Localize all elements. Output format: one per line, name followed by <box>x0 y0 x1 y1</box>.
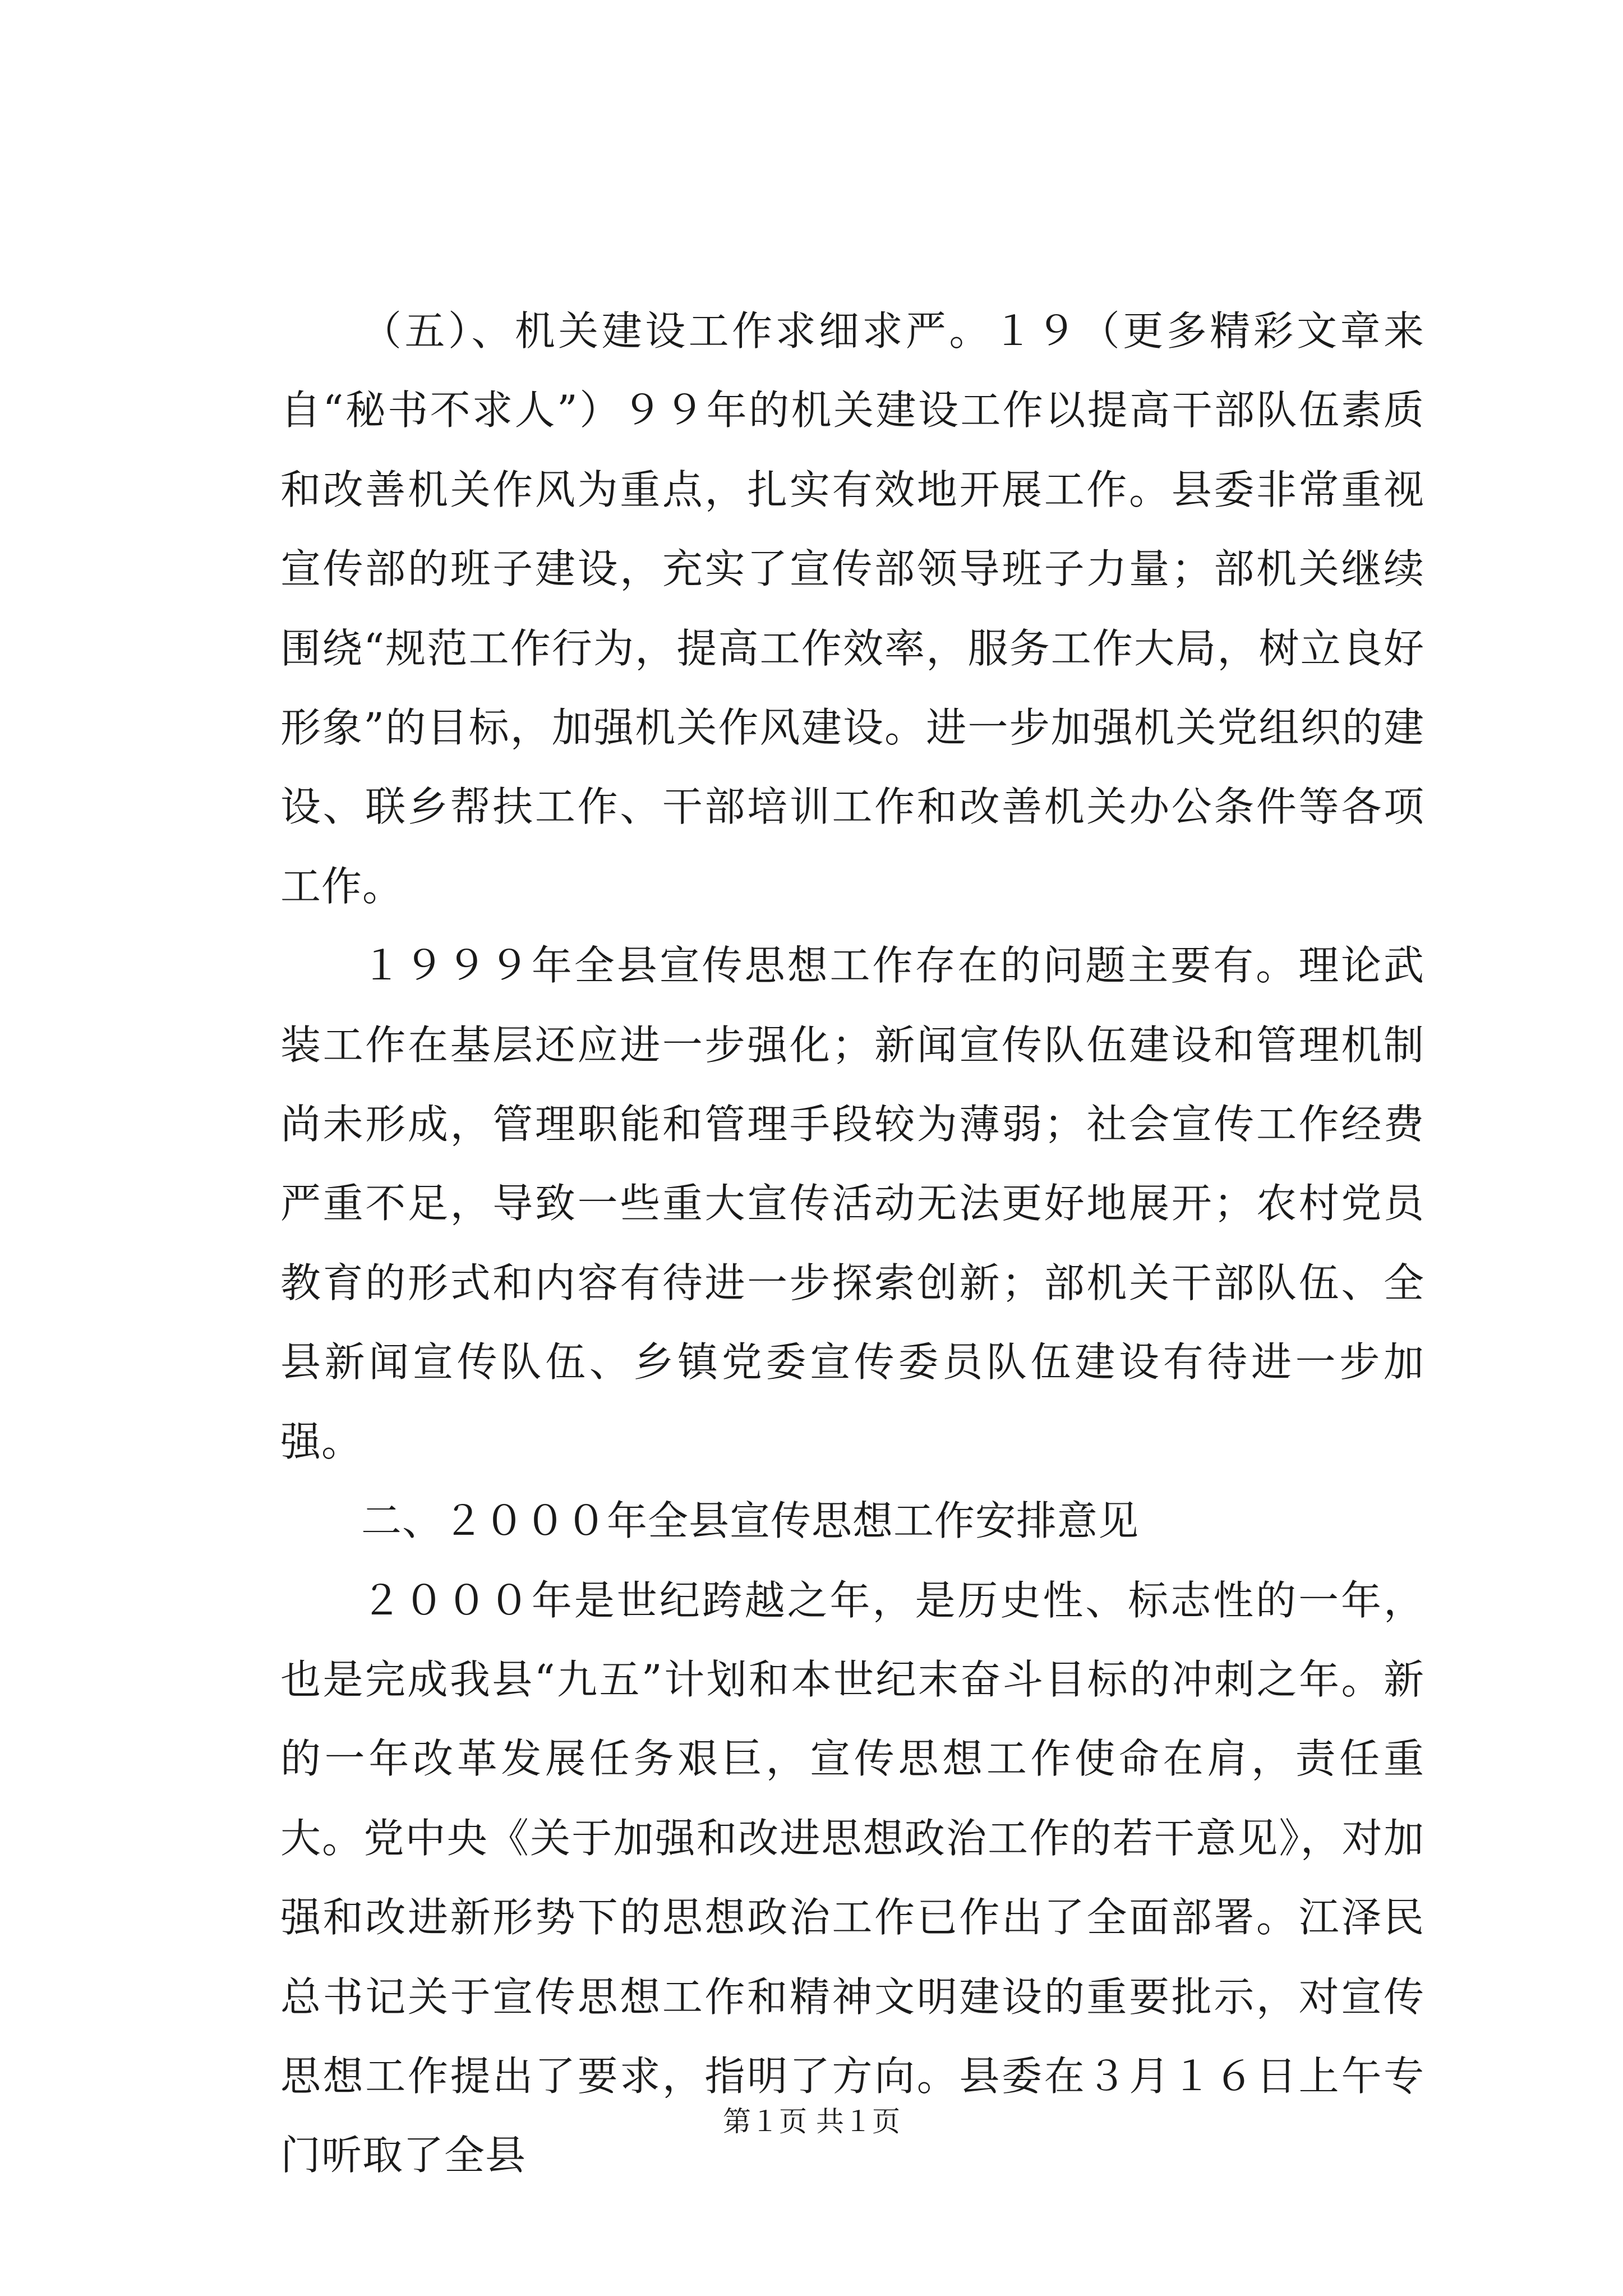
paragraph-2000-intro: ２０００年是世纪跨越之年，是历史性、标志性的一年，也是完成我县“九五”计划和本世纪末奋斗目标的冲刺之年。新的一年改革发展任务艰巨，宣传思想工作使命在肩，责任重大。党中央《关于加强和改进思想政治工作的若干意见》，对加强和改进新形势下的思想政治工作已作出了全面部署。江泽民总书记关于宣传思想工作和精神文明建设的重要批示，对宣传思想工作提出了要求，指明了方向。县委在３月１６日上午专门听取了全县 <box>280 1576 1424 2179</box>
document-body <box>280 292 1424 2196</box>
section-heading-2000-plan: 二、２０００年全县宣传思想工作安排意见 <box>361 1497 1140 1545</box>
paragraph-agency-building: （五）、机关建设工作求细求严。１９（更多精彩文章来自“秘书不求人”）９９年的机关建设工作以提高干部队伍素质和改善机关作风为重点，扎实有效地开展工作。县委非常重视宣传部的班子建设，充实了宣传部领导班子力量；部机关继续围绕“规范工作行为，提高工作效率，服务工作大局，树立良好形象”的目标，加强机关作风建设。进一步加强机关党组织的建设、联乡帮扶工作、干部培训工作和改善机关办公条件等各项工作。 <box>280 307 1424 910</box>
page-footer: 第１页 共１页 <box>723 2105 900 2138</box>
paragraph-problems: １９９９年全县宣传思想工作存在的问题主要有。理论武装工作在基层还应进一步强化；新闻宣传队伍建设和管理机制尚未形成，管理职能和管理手段较为薄弱；社会宣传工作经费严重不足，导致一些重大宣传活动无法更好地展开；农村党员教育的形式和内容有待进一步探索创新；部机关干部队伍、全县新闻宣传队伍、乡镇党委宣传委员队伍建设有待进一步加强。 <box>280 942 1424 1465</box>
